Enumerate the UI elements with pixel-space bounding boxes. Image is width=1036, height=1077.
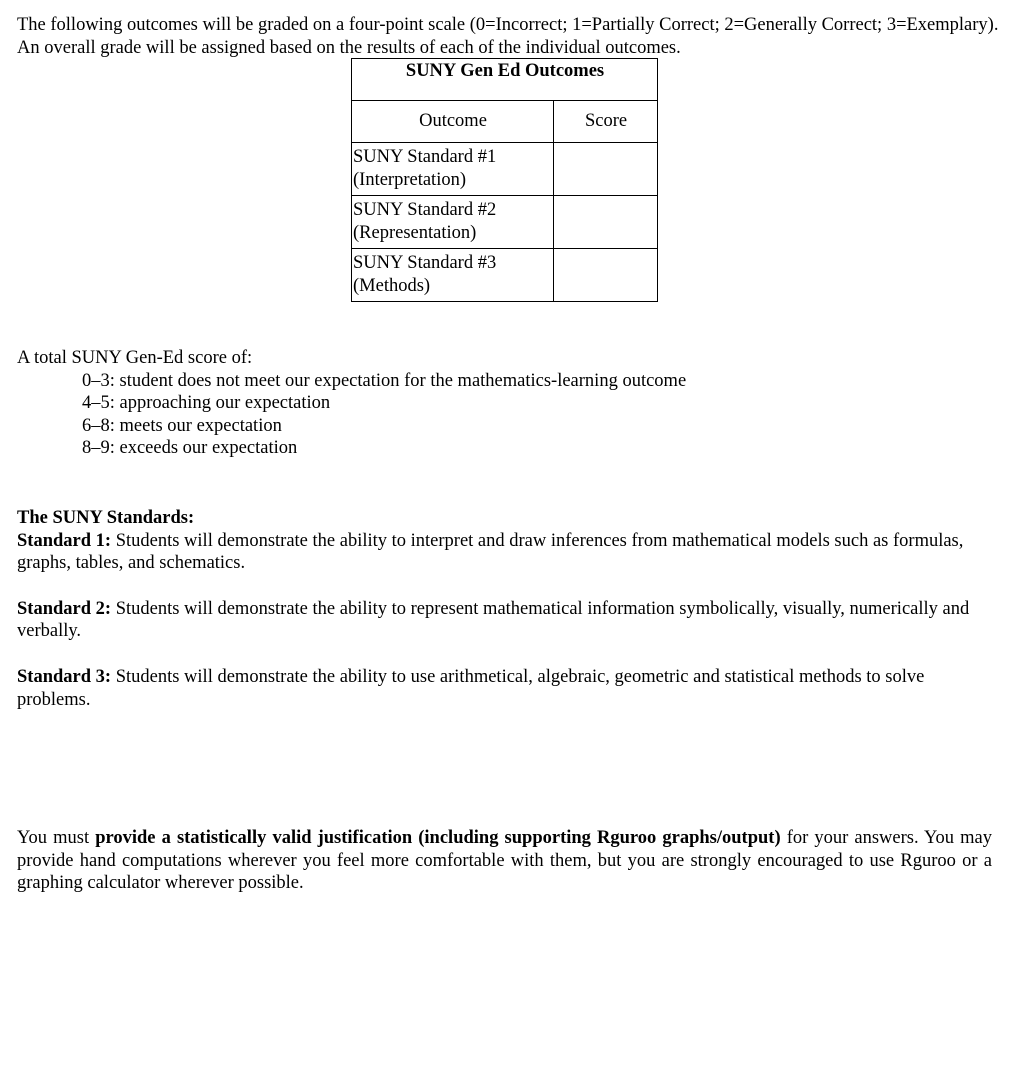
score-cell: [554, 196, 658, 249]
standard-item: [17, 530, 1002, 575]
outcome-cell: [352, 196, 554, 249]
score-level-item: 0–3: student does not meet our expectation for the mathematics-learning outcome: [82, 370, 687, 391]
standards-heading: The SUNY Standards:: [17, 508, 195, 528]
score-cell: [554, 249, 658, 302]
outcome-cell: [352, 143, 554, 196]
score-scale-section: [17, 347, 686, 460]
score-level-item: 6–8: meets our expectation: [82, 415, 282, 436]
score-cell: [554, 143, 658, 196]
standard-item: [17, 666, 1002, 711]
column-header-score: Score: [554, 101, 658, 143]
standard-text: Students will demonstrate the ability to interpret and draw inferences from mathematical models such as formulas, graphs, tables, and schematics.: [17, 530, 964, 574]
outcome-name: SUNY Standard #1: [353, 147, 497, 167]
justification-prefix: You must: [17, 828, 96, 848]
table-row: [352, 143, 658, 196]
outcome-name: SUNY Standard #3: [353, 253, 497, 273]
outcome-cell: [352, 249, 554, 302]
score-level-item: 8–9: exceeds our expectation: [82, 438, 298, 459]
standard-item: [17, 598, 1002, 643]
standard-label: Standard 1:: [17, 530, 112, 551]
standard-label: Standard 3:: [17, 666, 112, 687]
outcome-name: SUNY Standard #2: [353, 200, 497, 220]
outcome-category: (Methods): [353, 276, 431, 296]
justification-suffix: for your answers. You may provide hand computations wherever you feel more comfortable with them, but you are strongly encouraged to use Rguroo or a graphing calculator wherever possible.: [17, 828, 992, 894]
score-level-item: 4–5: approaching our expectation: [82, 393, 331, 414]
standard-text: Students will demonstrate the ability to use arithmetical, algebraic, geometric and statistical methods to solve problems.: [17, 666, 925, 710]
intro-paragraph: The following outcomes will be graded on a four-point scale (0=Incorrect; 1=Partially Correct; 2=Generally Correct; 3=Exemplary). An overall grade will be assigned based on the results of each of the individual outcomes.: [17, 15, 999, 58]
justification-paragraph: [17, 827, 992, 895]
table-row: [352, 249, 658, 302]
column-header-outcome: Outcome: [352, 101, 554, 143]
standard-text: Students will demonstrate the ability to represent mathematical information symbolically, visually, numerically and verbally.: [17, 598, 970, 642]
table-caption: SUNY Gen Ed Outcomes: [352, 59, 658, 101]
standards-section: [17, 507, 1002, 711]
outcomes-table: [351, 58, 658, 302]
score-scale-heading: A total SUNY Gen-Ed score of:: [17, 348, 253, 368]
outcome-category: (Representation): [353, 223, 477, 243]
standard-label: Standard 2:: [17, 598, 112, 619]
table-row: [352, 196, 658, 249]
justification-emphasis: provide a statistically valid justification (including supporting Rguroo graphs/output): [95, 828, 781, 848]
outcome-category: (Interpretation): [353, 170, 466, 190]
